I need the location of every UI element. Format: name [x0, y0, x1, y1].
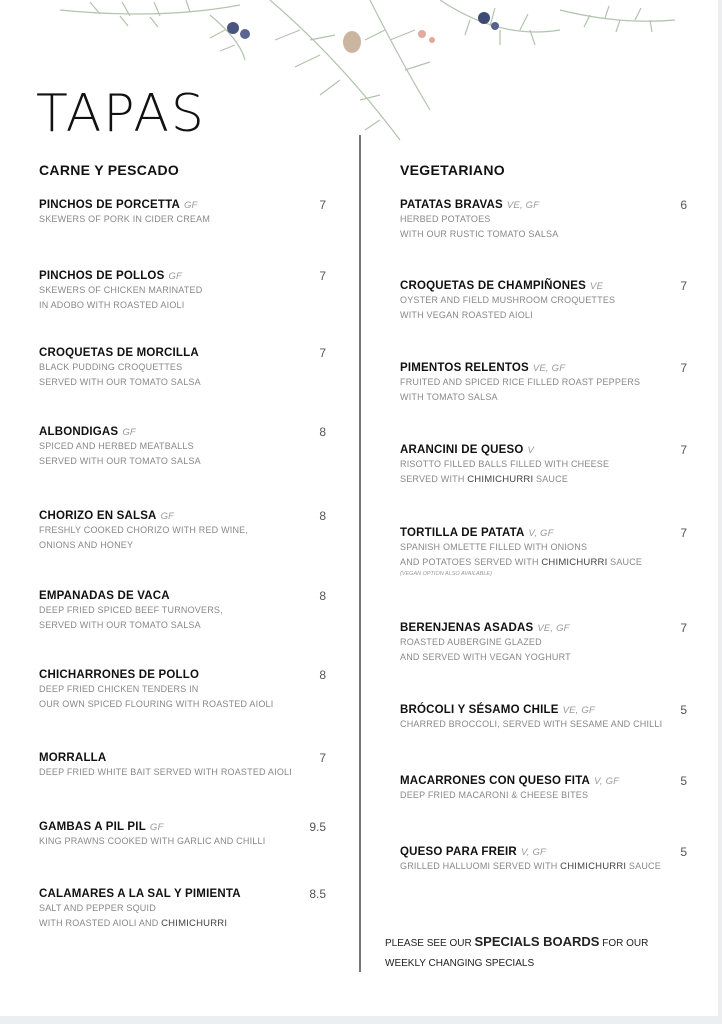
- description-text: SERVED WITH OUR TOMATO SALSA: [39, 456, 201, 466]
- menu-item: [400, 845, 687, 874]
- menu-item: [39, 887, 326, 931]
- description-line: [400, 650, 680, 665]
- item-name: CHORIZO EN SALSA: [39, 510, 157, 522]
- item-name-row: [39, 669, 319, 681]
- description-text: DEEP FRIED WHITE BAIT SERVED WITH ROASTED AIOLI: [39, 767, 292, 777]
- description-line: [400, 390, 680, 405]
- item-name-row: [400, 362, 680, 374]
- dietary-tags: GF: [122, 427, 136, 438]
- menu-item: [400, 361, 687, 405]
- section-heading-vegetariano: VEGETARIANO: [400, 162, 505, 178]
- item-description: [400, 859, 680, 874]
- description-text: OYSTER AND FIELD MUSHROOM CROQUETTES: [400, 295, 616, 305]
- item-name-row: [400, 846, 680, 858]
- description-line: [39, 618, 319, 633]
- description-line: [39, 538, 319, 553]
- menu-item: [39, 589, 326, 633]
- menu-item: [400, 703, 687, 732]
- item-name: BRÓCOLI Y SÉSAMO CHILE: [400, 704, 559, 716]
- description-text: SAUCE: [607, 557, 643, 567]
- description-text: ROASTED AUBERGINE GLAZED: [400, 637, 542, 647]
- item-description: [400, 457, 680, 487]
- menu-item: [39, 668, 326, 712]
- item-description: [400, 540, 680, 570]
- item-price: 8: [319, 425, 326, 439]
- description-line: [400, 717, 680, 732]
- description-text: SERVED WITH OUR TOMATO SALSA: [39, 620, 201, 630]
- item-name: ARANCINI DE QUESO: [400, 444, 524, 456]
- description-text: DEEP FRIED MACARONI & CHEESE BITES: [400, 790, 589, 800]
- menu-item: [39, 425, 326, 469]
- dietary-tags: VE, GF: [506, 200, 540, 211]
- item-description: [39, 901, 319, 931]
- item-name-row: [39, 270, 319, 282]
- dietary-tags: VE: [590, 281, 604, 292]
- item-name: PINCHOS DE PORCETTA: [39, 199, 180, 211]
- column-divider: [359, 135, 361, 972]
- item-note: (VEGAN OPTION ALSO AVAILABLE): [400, 571, 492, 577]
- item-price: 7: [680, 443, 687, 457]
- specials-note: [385, 932, 648, 974]
- item-name-row: [400, 527, 680, 539]
- menu-item: [400, 198, 687, 242]
- section-heading-carne-y-pescado: CARNE Y PESCADO: [39, 162, 180, 178]
- item-name: GAMBAS A PIL PIL: [39, 821, 146, 833]
- item-price: 5: [680, 845, 687, 859]
- dietary-tags: GF: [149, 822, 164, 833]
- description-text: AND POTATOES SERVED WITH: [400, 557, 542, 567]
- item-price: 7: [319, 269, 326, 283]
- item-name-row: [39, 199, 319, 211]
- page-title: TAPAS: [36, 84, 206, 144]
- item-price: 7: [319, 751, 326, 765]
- description-text: WITH TOMATO SALSA: [400, 392, 498, 402]
- highlighted-ingredient: CHIMICHURRI: [161, 918, 228, 929]
- dietary-tags: VE, GF: [532, 363, 566, 374]
- item-name: TORTILLA DE PATATA: [400, 527, 525, 539]
- item-description: [400, 375, 680, 405]
- item-description: [400, 717, 680, 732]
- item-name-row: [39, 888, 319, 900]
- description-text: WITH ROASTED AIOLI AND: [39, 918, 162, 928]
- description-line: [400, 212, 680, 227]
- description-text: FRESHLY COOKED CHORIZO WITH RED WINE,: [39, 525, 249, 535]
- description-text: CHARRED BROCCOLI, SERVED WITH SESAME AND CHILLI: [400, 719, 663, 729]
- item-price: 8.5: [309, 887, 326, 901]
- item-name-row: [400, 775, 680, 787]
- description-line: [400, 375, 680, 390]
- menu-item: [39, 509, 326, 553]
- description-line: [400, 472, 680, 487]
- description-line: [400, 540, 680, 555]
- description-text: WITH VEGAN ROASTED AIOLI: [400, 310, 533, 320]
- description-line: [39, 834, 319, 849]
- menu-item: [400, 526, 687, 577]
- description-line: [39, 360, 319, 375]
- item-description: [39, 834, 319, 849]
- description-text: SKEWERS OF CHICKEN MARINATED: [39, 285, 203, 295]
- item-name-row: [400, 704, 680, 716]
- dietary-tags: GF: [183, 200, 198, 211]
- dietary-tags: V, GF: [520, 847, 547, 858]
- menu-item: [39, 820, 326, 849]
- item-name: PIMENTOS RELENTOS: [400, 362, 529, 374]
- item-price: 6: [680, 198, 687, 212]
- item-description: [39, 283, 319, 313]
- item-description: [39, 360, 319, 390]
- description-text: SPICED AND HERBED MEATBALLS: [39, 441, 194, 451]
- description-line: [39, 682, 319, 697]
- description-line: [400, 293, 680, 308]
- item-description: [39, 682, 319, 712]
- item-name: EMPANADAS DE VACA: [39, 590, 170, 602]
- menu-item: [400, 443, 687, 487]
- dietary-tags: GF: [160, 511, 175, 522]
- item-name: PATATAS BRAVAS: [400, 199, 503, 211]
- description-line: [39, 697, 319, 712]
- description-line: [39, 375, 319, 390]
- description-text: DEEP FRIED SPICED BEEF TURNOVERS,: [39, 605, 223, 615]
- description-line: [400, 457, 680, 472]
- description-text: SKEWERS OF PORK IN CIDER CREAM: [39, 214, 211, 224]
- item-name: MACARRONES CON QUESO FITA: [400, 775, 591, 787]
- item-name-row: [39, 821, 319, 833]
- description-text: SPANISH OMLETTE FILLED WITH ONIONS: [400, 542, 588, 552]
- item-description: [39, 603, 319, 633]
- item-name: MORRALLA: [39, 752, 107, 764]
- description-text: SAUCE: [626, 861, 661, 871]
- item-name-row: [39, 426, 319, 438]
- item-name: PINCHOS DE POLLOS: [39, 270, 165, 282]
- specials-note-line2: WEEKLY CHANGING SPECIALS: [385, 958, 535, 969]
- description-text: HERBED POTATOES: [400, 214, 491, 224]
- item-name: CROQUETAS DE MORCILLA: [39, 347, 199, 359]
- item-description: [39, 212, 319, 227]
- item-price: 8: [319, 509, 326, 523]
- specials-note-post: FOR OUR: [599, 938, 649, 949]
- description-text: RISOTTO FILLED BALLS FILLED WITH CHEESE: [400, 459, 610, 469]
- item-price: 7: [680, 361, 687, 375]
- item-name-row: [39, 347, 319, 359]
- description-line: [39, 765, 319, 780]
- dietary-tags: V, GF: [528, 528, 554, 539]
- menu-item: [400, 774, 687, 803]
- description-text: OUR OWN SPICED FLOURING WITH ROASTED AIOLI: [39, 699, 274, 709]
- description-line: [39, 298, 319, 313]
- specials-boards-highlight: SPECIALS BOARDS: [474, 934, 600, 949]
- item-name-row: [39, 590, 319, 602]
- description-line: [400, 788, 680, 803]
- dietary-tags: VE, GF: [562, 705, 595, 716]
- description-text: BLACK PUDDING CROQUETTES: [39, 362, 183, 372]
- specials-note-pre: PLEASE SEE OUR: [385, 938, 475, 949]
- item-name-row: [400, 280, 680, 292]
- item-name: CHICHARRONES DE POLLO: [39, 669, 200, 681]
- description-line: [39, 439, 319, 454]
- description-line: [39, 523, 319, 538]
- item-price: 8: [319, 668, 326, 682]
- highlighted-ingredient: CHIMICHURRI: [541, 557, 608, 568]
- item-price: 7: [680, 621, 687, 635]
- dietary-tags: V, GF: [594, 776, 620, 787]
- description-line: [400, 227, 680, 242]
- description-text: AND SERVED WITH VEGAN YOGHURT: [400, 652, 571, 662]
- description-line: [39, 916, 319, 931]
- item-name: QUESO PARA FREIR: [400, 846, 517, 858]
- menu-item: [39, 198, 326, 227]
- item-description: [400, 635, 680, 665]
- description-line: [400, 635, 680, 650]
- description-line: [39, 454, 319, 469]
- item-name: BERENJENAS ASADAS: [400, 622, 534, 634]
- item-price: 7: [319, 198, 326, 212]
- description-text: IN ADOBO WITH ROASTED AIOLI: [39, 300, 185, 310]
- item-description: [400, 212, 680, 242]
- description-line: [39, 283, 319, 298]
- item-description: [39, 439, 319, 469]
- item-description: [39, 523, 319, 553]
- item-name-row: [400, 444, 680, 456]
- item-name-row: [400, 622, 680, 634]
- item-price: 9.5: [309, 820, 326, 834]
- description-text: WITH OUR RUSTIC TOMATO SALSA: [400, 229, 559, 239]
- item-price: 7: [680, 526, 687, 540]
- item-price: 5: [680, 774, 687, 788]
- item-price: 8: [319, 589, 326, 603]
- item-description: [400, 293, 680, 323]
- dietary-tags: VE, GF: [537, 623, 570, 634]
- item-name-row: [39, 752, 319, 764]
- description-text: DEEP FRIED CHICKEN TENDERS IN: [39, 684, 199, 694]
- menu-item: [400, 279, 687, 323]
- item-price: 7: [319, 346, 326, 360]
- description-text: FRUITED AND SPICED RICE FILLED ROAST PEPPERS: [400, 377, 641, 387]
- highlighted-ingredient: CHIMICHURRI: [467, 474, 534, 485]
- item-description: [400, 788, 680, 803]
- item-name-row: [400, 199, 680, 211]
- description-text: KING PRAWNS COOKED WITH GARLIC AND CHILLI: [39, 836, 266, 846]
- menu-item: [39, 269, 326, 313]
- item-price: 5: [680, 703, 687, 717]
- item-name: ALBONDIGAS: [39, 426, 119, 438]
- description-text: SERVED WITH: [400, 474, 468, 484]
- description-line: [39, 603, 319, 618]
- item-name: CROQUETAS DE CHAMPIÑONES: [400, 280, 587, 292]
- description-line: [400, 555, 680, 570]
- item-price: 7: [680, 279, 687, 293]
- description-text: GRILLED HALLUOMI SERVED WITH: [400, 861, 561, 871]
- menu-item: [39, 751, 326, 780]
- item-name: CALAMARES A LA SAL Y PIMIENTA: [39, 888, 241, 900]
- dietary-tags: GF: [168, 271, 183, 282]
- description-text: SALT AND PEPPER SQUID: [39, 903, 156, 913]
- dietary-tags: V: [527, 445, 535, 456]
- description-line: [400, 308, 680, 323]
- description-text: SERVED WITH OUR TOMATO SALSA: [39, 377, 201, 387]
- description-line: [39, 901, 319, 916]
- item-description: [39, 765, 319, 780]
- description-text: SAUCE: [533, 474, 569, 484]
- menu-item: [400, 621, 687, 665]
- item-name-row: [39, 510, 319, 522]
- highlighted-ingredient: CHIMICHURRI: [560, 861, 627, 872]
- description-line: [39, 212, 319, 227]
- description-text: ONIONS AND HONEY: [39, 540, 134, 550]
- menu-item: [39, 346, 326, 390]
- description-line: [400, 859, 680, 874]
